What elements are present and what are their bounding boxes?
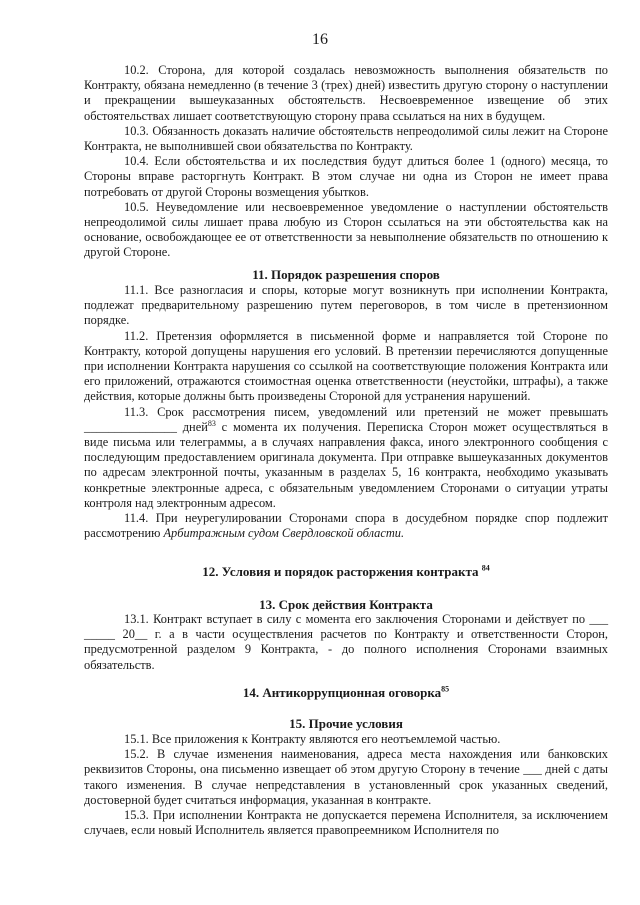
paragraph-15-1: 15.1. Все приложения к Контракту являются его неотъемлемой частью. [124,732,501,746]
section-11-body [84,283,608,541]
paragraph-10-3: 10.3. Обязанность доказать наличие обстоятельств непреодолимой силы лежит на Стороне Контракта, не выполнившей свои обязательства по Контракту. [84,123,608,154]
court-name: Арбитражным судом Свердловской области. [163,526,405,541]
paragraph-13-1-intro: 13.1. Контракт вступает в силу с момента его заключения Сторонами и действует по [124,612,586,626]
paragraph-13-1-rest: а в части осуществления расчетов по Контракту и ответственности Сторон, предусмотренной разделом 9 Контракта, - до полного исполнения Сторонами взаимных обязательств. [84,627,609,672]
section-12-heading [84,564,608,579]
section-14-title: 14. Антикоррупционная оговорка [242,685,442,700]
paragraph-11-3-rest: с момента их получения. Переписка Сторон может осуществляться в виде письма или телеграммы, а в случаях направления факса, иного электронного сообщения с последующим предоставлением оригинала документа. При отправке вышеуказанных документов по адресам электронной почты, указанным в разделах 5, 16 контракта, необходимо указывать конкретные электронные адреса, с обязательным уведомлением Сторонами о ситуации утраты контроля над электронным адресом. [84,419,608,510]
contract-end-date: ___ _____ 20__ г. [84,612,609,642]
days-word: дней [176,419,208,434]
paragraph-11-3 [84,405,608,511]
paragraph-11-4-text: 11.4. При неурегулировании Сторонами спора в досудебном порядке спор подлежит рассмотрению [84,511,608,541]
page-number: 16 [312,31,328,48]
paragraph-10-4: 10.4. Если обстоятельства и их последствия будут длиться более 1 (одного) месяца, то Стороны вправе расторгнуть Контракт. В этом случае ни одна из Сторон не имеет права потребовать от другой Стороны возмещения убытков. [84,154,608,199]
section-15-body [84,732,608,838]
section-15-heading: 15. Прочие условия [289,716,403,731]
paragraph-15-2: 15.2. В случае изменения наименования, адреса места нахождения или банковских реквизитов Стороны, она письменно извещает об этом другую Сторону в течение ___ дней с даты такого изменения. В случае непредставления в установленный срок указанных сведений, достоверной будет считаться информация, указанная в контракте. [84,747,608,807]
footnote-85: 85 [441,684,450,694]
section-11-heading: 11. Порядок разрешения споров [252,267,440,282]
days-blank: _______________ [84,419,177,434]
footnote-83: 83 [207,418,216,428]
footnote-84: 84 [481,563,490,573]
paragraph-11-3-intro: 11.3. Срок рассмотрения писем, уведомлений или претензий не может превышать [124,404,608,419]
paragraph-11-1: 11.1. Все разногласия и споры, которые могут возникнуть при исполнении Контракта, подлежат предварительному разрешению путем переговоров, в том числе в претензионном порядке. [84,283,608,328]
section-10-continuation [84,63,608,261]
paragraph-10-5: 10.5. Неуведомление или несвоевременное уведомление о наступлении обстоятельств непреодолимой силы лишает права любую из Сторон ссылаться на эти обстоятельства как на основание, освобождающее ее от ответственности за невыполнение обязательств по отношению к другой Стороне. [84,199,608,260]
paragraph-15-3: 15.3. При исполнении Контракта не допускается перемена Исполнителя, за исключением случаев, если новый Исполнитель является правопреемником Исполнителя по [84,808,608,838]
paragraph-11-4 [84,511,608,541]
paragraph-10-2: 10.2. Сторона, для которой создалась невозможность выполнения обязательств по Контракту, обязана немедленно (в течение 3 (трех) дней) известить другую сторону о наступлении и прекращении вышеуказанных обстоятельств. Несвоевременное извещение об этих обстоятельствах лишает соответствующую сторону права ссылаться на них в будущем. [84,63,608,123]
section-12-title: 12. Условия и порядок расторжения контракта [202,564,482,579]
section-13-heading: 13. Срок действия Контракта [259,597,433,612]
paragraph-11-2: 11.2. Претензия оформляется в письменной форме и направляется той Стороне по Контракту, которой допущены нарушения его условий. В претензии перечисляются допущенные при исполнении Контракта нарушения со ссылкой на соответствующие положения Контракта или его приложений, отражаются стоимостная оценка ответственности (неустойки, штрафы), а также действия, которые должны быть произведены Стороной для устранения нарушений. [84,328,608,404]
section-13-body [84,612,608,673]
paragraph-13-1 [84,612,608,673]
section-14-heading [84,685,608,700]
